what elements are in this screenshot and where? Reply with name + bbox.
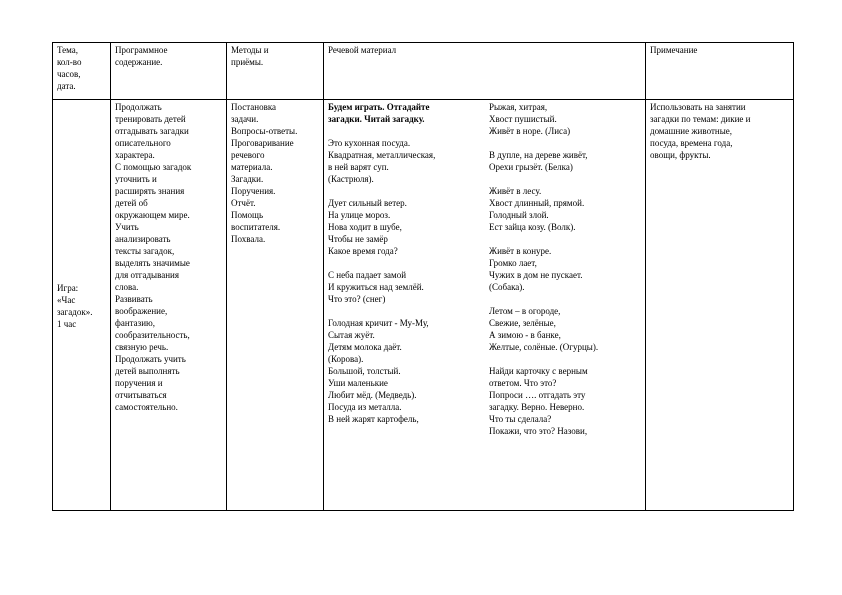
header-note-text: Примечание	[650, 45, 698, 55]
text-line: Игра:	[57, 282, 79, 293]
header-topic	[53, 43, 111, 100]
text-line: поручения и	[115, 378, 163, 388]
header-content	[111, 43, 227, 100]
text-line: Летом – в огороде,	[489, 306, 561, 316]
text-line: сообразительность,	[115, 330, 190, 340]
blank-line	[328, 185, 489, 197]
speech-left-column	[328, 101, 489, 437]
text-line: Уши маленькие	[328, 378, 388, 388]
text-line: А зимою - в банке,	[489, 330, 561, 340]
text-line: Тема,	[57, 45, 79, 55]
text-line: Попроси …. отгадать эту	[489, 390, 586, 400]
text-line: Помощь	[231, 210, 264, 220]
text-line: часов,	[57, 69, 81, 79]
text-line: отчитываться	[115, 390, 167, 400]
header-speech	[324, 43, 646, 100]
text-line: Отчёт.	[231, 198, 256, 208]
text-line: самостоятельно.	[115, 402, 178, 412]
text-line: домашние животные,	[650, 126, 732, 136]
text-line: Поручения.	[231, 186, 276, 196]
text-line: Продолжать учить	[115, 354, 186, 364]
text-line: Развивать	[115, 294, 153, 304]
text-line: Что ты сделала?	[489, 414, 552, 424]
text-line: (Корова).	[328, 354, 364, 364]
text-line: Загадки.	[231, 174, 264, 184]
topic-cell	[53, 100, 111, 511]
text-line: «Час	[57, 294, 76, 305]
text-line: расширять знания	[115, 186, 185, 196]
text-line: Живёт в конуре.	[489, 246, 552, 256]
text-line: связную речь.	[115, 342, 169, 352]
text-line: речевого	[231, 150, 265, 160]
header-methods	[227, 43, 324, 100]
speech-cell	[324, 100, 646, 511]
header-speech-text: Речевой материал	[328, 45, 397, 55]
blank-line	[489, 173, 642, 185]
text-line: Похвала.	[231, 234, 266, 244]
text-line: выделять значимые	[115, 258, 190, 268]
blank-line	[489, 137, 642, 149]
blank-line	[328, 305, 489, 317]
text-line: С помощью загадок	[115, 162, 192, 172]
text-line: Программное	[115, 45, 168, 55]
text-line: Какое время года?	[328, 246, 398, 256]
text-line: анализировать	[115, 234, 171, 244]
text-line: ответом. Что это?	[489, 378, 557, 388]
text-line: Орехи грызёт. (Белка)	[489, 162, 573, 172]
text-line: овощи, фрукты.	[650, 150, 711, 160]
table-body-row	[53, 100, 794, 511]
speech-right-column	[489, 101, 642, 437]
text-line: В дупле, на дереве живёт,	[489, 150, 588, 160]
content-cell	[111, 100, 227, 511]
text-line: Покажи, что это? Назови,	[489, 426, 588, 436]
text-line: 1 час	[57, 318, 77, 329]
text-line: загадки. Читай загадку.	[328, 114, 425, 124]
text-line: детей об	[115, 198, 148, 208]
text-line: Ест зайца козу. (Волк).	[489, 222, 576, 232]
lesson-plan-table	[52, 42, 794, 511]
text-line: характера.	[115, 150, 155, 160]
text-line: тренировать детей	[115, 114, 186, 124]
text-line: загадки по темам: дикие и	[650, 114, 751, 124]
blank-line	[328, 257, 489, 269]
text-line: Голодный злой.	[489, 210, 549, 220]
text-line: загадку. Верно. Неверно.	[489, 402, 585, 412]
text-line: описательного	[115, 138, 171, 148]
text-line: содержание.	[115, 57, 163, 67]
text-line: Чтобы не замёр	[328, 234, 388, 244]
text-line: приёмы.	[231, 57, 264, 67]
text-line: Использовать на занятии	[650, 102, 746, 112]
text-line: воспитателя.	[231, 222, 281, 232]
text-line: Живёт в лесу.	[489, 186, 542, 196]
text-line: Хвост длинный, прямой.	[489, 198, 585, 208]
blank-line	[489, 293, 642, 305]
text-line: На улице мороз.	[328, 210, 391, 220]
text-line: в ней варят суп.	[328, 162, 389, 172]
blank-line	[489, 353, 642, 365]
blank-line	[328, 125, 489, 137]
note-cell	[646, 100, 794, 511]
text-line: Чужих в дом не пускает.	[489, 270, 583, 280]
text-line: слова.	[115, 282, 139, 292]
text-line: Методы и	[231, 45, 269, 55]
table-header-row	[53, 43, 794, 100]
text-line: посуда, времена года,	[650, 138, 733, 148]
text-line: Желтые, солёные. (Огурцы).	[489, 342, 599, 352]
header-note	[646, 43, 794, 100]
text-line: В ней жарят картофель,	[328, 414, 419, 424]
text-line: Любит мёд. (Медведь).	[328, 390, 417, 400]
text-line: фантазию,	[115, 318, 156, 328]
text-line: материала.	[231, 162, 273, 172]
text-line: задачи.	[231, 114, 259, 124]
text-line: Большой, толстый.	[328, 366, 401, 376]
methods-cell	[227, 100, 324, 511]
text-line: воображение,	[115, 306, 168, 316]
text-line: Детям молока даёт.	[328, 342, 402, 352]
text-line: (Собака).	[489, 282, 525, 292]
text-line: кол-во	[57, 57, 82, 67]
blank-line	[489, 233, 642, 245]
text-line: Голодная кричит - Му-Му,	[328, 318, 429, 328]
text-line: окружающем мире.	[115, 210, 190, 220]
text-line: Свежие, зелёные,	[489, 318, 556, 328]
text-line: для отгадывания	[115, 270, 179, 280]
text-line: Постановка	[231, 102, 277, 112]
text-line: Рыжая, хитрая,	[489, 102, 548, 112]
text-line: Будем играть. Отгадайте	[328, 102, 430, 112]
text-line: Нова ходит в шубе,	[328, 222, 402, 232]
text-line: дата.	[57, 81, 76, 91]
text-line: тексты загадок,	[115, 246, 175, 256]
text-line: уточнить и	[115, 174, 157, 184]
text-line: детей выполнять	[115, 366, 180, 376]
text-line: Хвост пушистый.	[489, 114, 557, 124]
text-line: Это кухонная посуда.	[328, 138, 411, 148]
text-line: Квадратная, металлическая,	[328, 150, 436, 160]
text-line: Вопросы-ответы.	[231, 126, 298, 136]
text-line: Найди карточку с верным	[489, 366, 588, 376]
text-line: Живёт в норе. (Лиса)	[489, 126, 571, 136]
text-line: И кружиться над землёй.	[328, 282, 424, 292]
text-line: Учить	[115, 222, 139, 232]
text-line: Дует сильный ветер.	[328, 198, 407, 208]
text-line: Продолжать	[115, 102, 162, 112]
text-line: Проговаривание	[231, 138, 294, 148]
text-line: загадок».	[57, 306, 93, 317]
text-line: Сытая жуёт.	[328, 330, 375, 340]
text-line: Громко лает,	[489, 258, 537, 268]
text-line: С неба падает замой	[328, 270, 407, 280]
text-line: (Кастрюля).	[328, 174, 374, 184]
text-line: Посуда из металла.	[328, 402, 402, 412]
text-line: Что это? (снег)	[328, 294, 386, 304]
text-line: отгадывать загадки	[115, 126, 189, 136]
